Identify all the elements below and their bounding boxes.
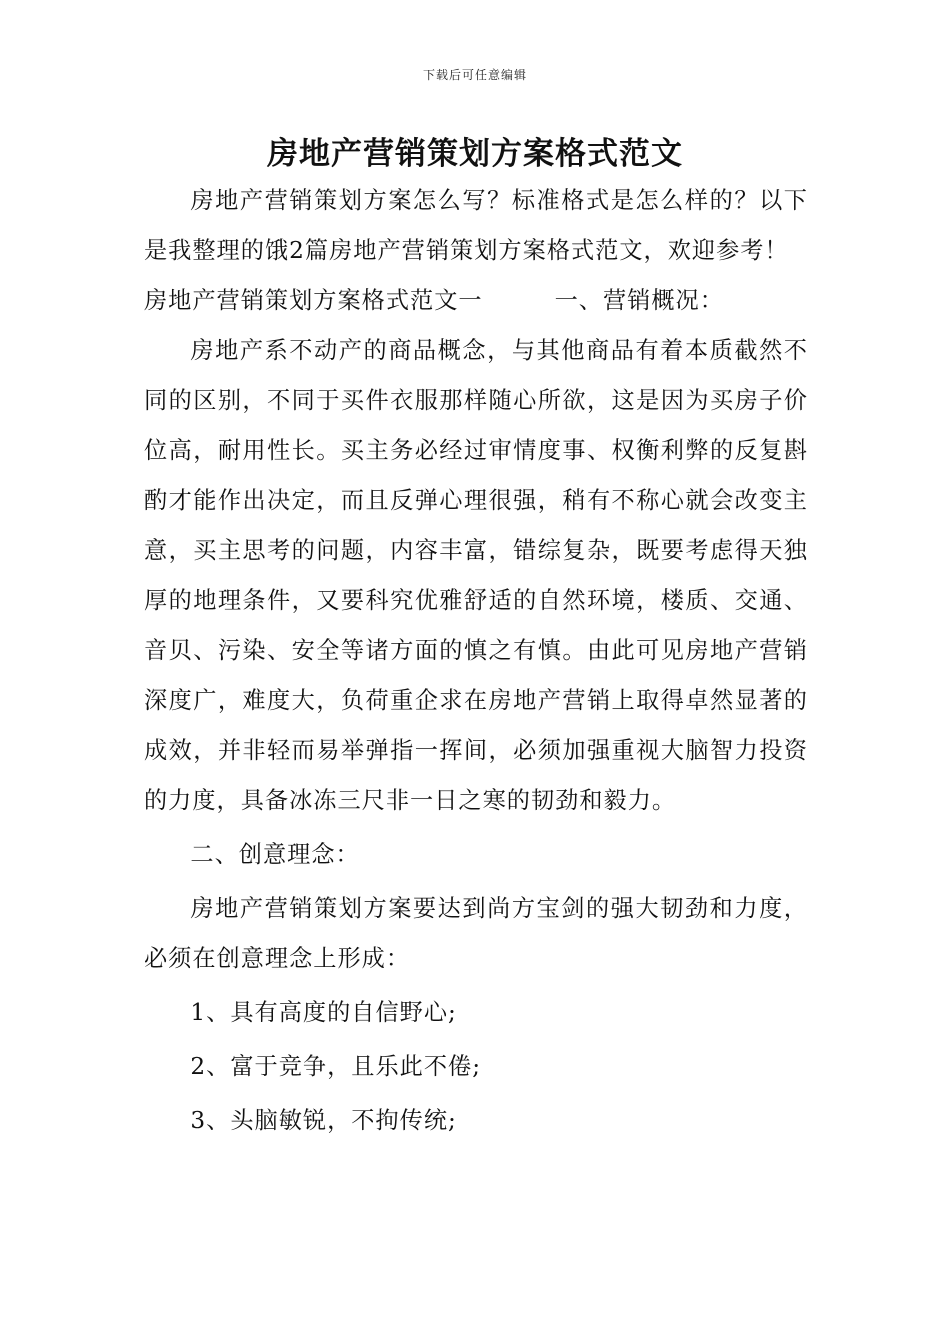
section-one-subheading: 一、营销概况： [554,287,724,314]
list-item-3: 3、头脑敏锐，不拘传统; [190,1107,457,1134]
document-body [144,176,808,1146]
section-two-paragraph: 房地产营销策划方案要达到尚方宝剑的强大韧劲和力度，必须在创意理念上形成： [144,895,808,972]
section-one-heading: 房地产营销策划方案格式范文一 [144,287,483,314]
list-item-2: 2、富于竞争，且乐此不倦; [190,1053,482,1080]
overview-paragraph: 房地产系不动产的商品概念，与其他商品有着本质截然不同的区别，不同于买件衣服那样随心所欲，这是因为买房子价位高，耐用性长。买主务必经过审情度事、权衡利弊的反复斟酌才能作出决定，而且反弹心理很强，稍有不称心就会改变主意，买主思考的问题，内容丰富，错综复杂，既要考虑得天独厚的地理条件，又要科究优雅舒适的自然环境，楼质、交通、音贝、污染、安全等诸方面的慎之有慎。由此可见房地产营销深度广，难度大，负荷重企求在房地产营销上取得卓然显著的成效，并非轻而易举弹指一挥间，必须加强重视大脑智力投资的力度，具备冰冻三尺非一日之寒的韧劲和毅力。 [144,337,808,814]
list-item-1: 1、具有高度的自信野心; [190,999,457,1026]
document-title: 房地产营销策划方案格式范文 [267,136,683,172]
header-note: 下载后可任意编辑 [422,68,527,82]
intro-paragraph: 房地产营销策划方案怎么写？标准格式是怎么样的？以下是我整理的饿2篇房地产营销策划方案格式范文，欢迎参考！ [144,187,808,264]
section-two-heading: 二、创意理念： [190,841,360,868]
section-one-heading-line [144,276,808,326]
